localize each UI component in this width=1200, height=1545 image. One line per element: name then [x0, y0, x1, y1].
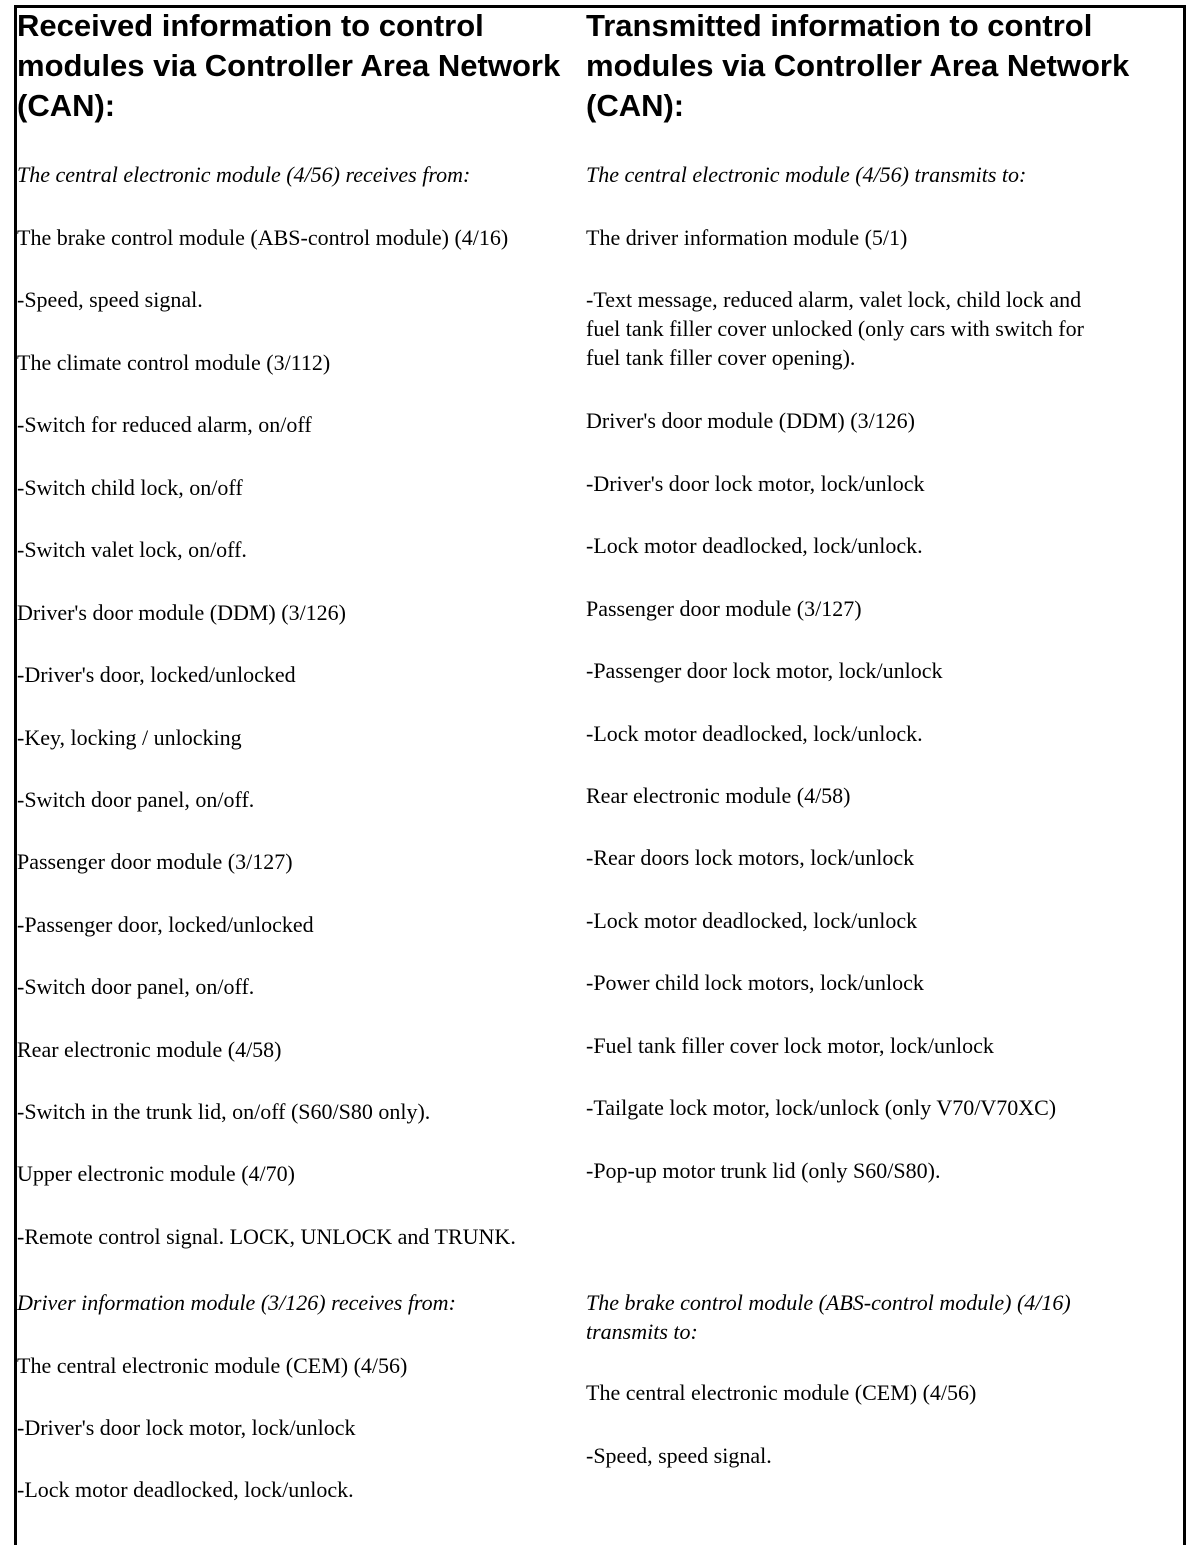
list-item: -Tailgate lock motor, lock/unlock (only V70/V70XC)	[586, 1095, 1057, 1120]
received-section-title-2: Driver information module (3/126) receives from:	[17, 1290, 456, 1315]
list-item: -Lock motor deadlocked, lock/unlock.	[17, 1477, 354, 1502]
list-item: -Fuel tank filler cover lock motor, lock/unlock	[586, 1033, 994, 1058]
list-item: -Rear doors lock motors, lock/unlock	[586, 845, 915, 870]
transmitted-header: Transmitted information to control modules via Controller Area Network (CAN):	[586, 8, 1130, 123]
list-item: -Driver's door, locked/unlocked	[17, 662, 296, 687]
list-item: -Lock motor deadlocked, lock/unlock	[586, 908, 918, 933]
list-item: -Key, locking / unlocking	[17, 725, 242, 750]
list-item: The brake control module (ABS-control module) (4/16)	[17, 225, 509, 250]
list-item: -Remote control signal. LOCK, UNLOCK and TRUNK.	[17, 1224, 516, 1249]
list-item: -Passenger door, locked/unlocked	[17, 912, 314, 937]
list-item: -Pop-up motor trunk lid (only S60/S80).	[586, 1158, 941, 1183]
list-item: -Switch child lock, on/off	[17, 475, 243, 500]
list-item: The central electronic module (CEM) (4/56)	[586, 1380, 977, 1405]
transmitted-section-title: The central electronic module (4/56) transmits to:	[586, 162, 1027, 187]
list-item: The central electronic module (CEM) (4/56)	[17, 1353, 408, 1378]
list-item: -Lock motor deadlocked, lock/unlock.	[586, 721, 923, 746]
list-item: -Power child lock motors, lock/unlock	[586, 970, 924, 995]
list-item: -Switch valet lock, on/off.	[17, 537, 247, 562]
list-item: -Text message, reduced alarm, valet lock, child lock and	[586, 287, 1082, 312]
transmitted-section-title-2: The brake control module (ABS-control module) (4/16)	[586, 1290, 1071, 1315]
list-item: -Driver's door lock motor, lock/unlock	[17, 1415, 356, 1440]
received-header: Received information to control modules via Controller Area Network (CAN):	[17, 8, 561, 123]
list-item: -Switch door panel, on/off.	[17, 974, 255, 999]
list-item: fuel tank filler cover opening).	[586, 345, 856, 370]
received-section-title: The central electronic module (4/56) receives from:	[17, 162, 471, 187]
transmitted-section-title-2-cont: transmits to:	[586, 1319, 698, 1344]
list-item: fuel tank filler cover unlocked (only cars with switch for	[586, 316, 1084, 341]
list-item: -Switch door panel, on/off.	[17, 787, 255, 812]
list-item: Rear electronic module (4/58)	[586, 783, 851, 808]
list-item: Rear electronic module (4/58)	[17, 1037, 282, 1062]
list-item: -Driver's door lock motor, lock/unlock	[586, 471, 925, 496]
list-item: -Lock motor deadlocked, lock/unlock.	[586, 533, 923, 558]
list-item: Passenger door module (3/127)	[586, 596, 862, 621]
list-item: -Passenger door lock motor, lock/unlock	[586, 658, 943, 683]
list-item: -Speed, speed signal.	[586, 1443, 772, 1468]
list-item: Passenger door module (3/127)	[17, 849, 293, 874]
list-item: Driver's door module (DDM) (3/126)	[17, 600, 347, 625]
list-item: Driver's door module (DDM) (3/126)	[586, 408, 916, 433]
list-item: The driver information module (5/1)	[586, 225, 908, 250]
list-item: Upper electronic module (4/70)	[17, 1161, 295, 1186]
list-item: -Speed, speed signal.	[17, 287, 203, 312]
list-item: -Switch in the trunk lid, on/off (S60/S80 only).	[17, 1099, 431, 1124]
list-item: -Switch for reduced alarm, on/off	[17, 412, 312, 437]
list-item: The climate control module (3/112)	[17, 350, 331, 375]
